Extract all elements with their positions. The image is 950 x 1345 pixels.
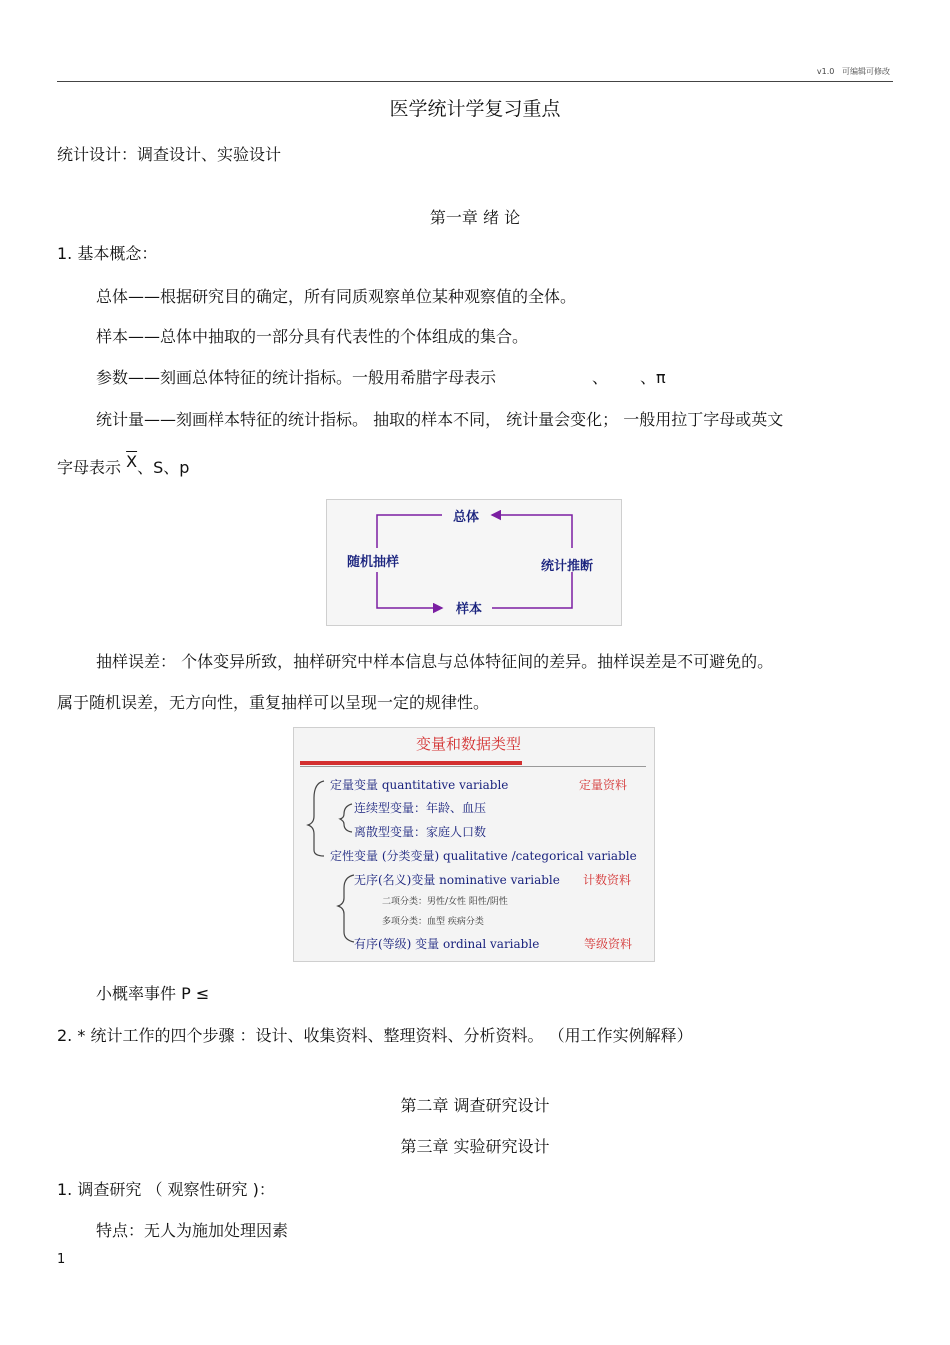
population-def: 总体——根据研究目的确定，所有同质观察单位某种观察值的全体。 bbox=[96, 287, 577, 306]
header-note bbox=[817, 66, 890, 77]
brace-quant bbox=[340, 804, 352, 832]
statistic-def-line2 bbox=[57, 452, 190, 478]
figure2-title: 变量和数据类型 bbox=[416, 735, 522, 753]
header-divider bbox=[57, 81, 893, 82]
diagram-sample: 样本 bbox=[456, 602, 483, 617]
sampling-error-line2: 属于随机误差，无方向性，重复抽样可以呈现一定的规律性。 bbox=[57, 693, 490, 712]
statistic-def-line1: 统计量——刻画样本特征的统计指标。 抽取的样本不同， 统计量会变化； 一般用拉丁字母或英文 bbox=[96, 410, 784, 429]
variable-types-figure bbox=[293, 727, 655, 962]
statistic-suffix: 、S、p bbox=[137, 458, 190, 477]
page-number: 1 bbox=[57, 1252, 66, 1267]
chapter1-heading: 第一章 绪 论 bbox=[429, 208, 521, 227]
qualitative-variable: 定性变量 (分类变量) qualitative /categorical variable bbox=[330, 849, 637, 863]
nominal-tag: 计数资料 bbox=[583, 873, 632, 887]
multi-classification: 多项分类：血型 疾病分类 bbox=[382, 917, 484, 927]
continuous-variable: 连续型变量：年龄、血压 bbox=[354, 801, 487, 815]
ordinal-variable: 有序(等级) 变量 ordinal variable bbox=[354, 937, 540, 951]
item1-label: 1. 基本概念： bbox=[57, 244, 158, 263]
editable-label: 可编辑可修改 bbox=[842, 67, 890, 76]
ordinal-tag: 等级资料 bbox=[584, 937, 633, 951]
chapter3-heading: 第三章 实验研究设计 bbox=[400, 1137, 550, 1156]
brace-main bbox=[308, 781, 324, 856]
diagram-statistical-inference: 统计推断 bbox=[541, 559, 594, 574]
item2-four-steps: 2. * 统计工作的四个步骤 ：设计、收集资料、整理资料、分析资料。 （用工作实例解释） bbox=[57, 1026, 693, 1045]
x-bar-symbol: $\overline{X}$ bbox=[126, 452, 138, 471]
quantitative-variable: 定量变量 quantitative variable bbox=[330, 778, 509, 792]
chapter2-heading: 第二章 调查研究设计 bbox=[400, 1096, 550, 1115]
arrow-left-top bbox=[377, 515, 442, 548]
discrete-variable: 离散型变量：家庭人口数 bbox=[354, 825, 487, 839]
statistic-prefix: 字母表示 bbox=[57, 458, 122, 477]
parameter-sep2: 、π bbox=[640, 368, 666, 387]
small-probability-event: 小概率事件 P ≤ bbox=[96, 984, 210, 1003]
quantitative-tag: 定量资料 bbox=[579, 778, 628, 792]
binary-classification: 二项分类：男性/女性 阳性/阴性 bbox=[382, 897, 508, 907]
arrow-right-bottom bbox=[492, 572, 572, 608]
page-title: 医学统计学复习重点 bbox=[389, 98, 561, 120]
version-label: v1.0 bbox=[816, 67, 835, 76]
diagram-random-sampling: 随机抽样 bbox=[347, 555, 400, 570]
sample-def: 样本——总体中抽取的一部分具有代表性的个体组成的集合。 bbox=[96, 327, 529, 346]
diagram-population: 总体 bbox=[453, 510, 480, 525]
survey-feature: 特点：无人为施加处理因素 bbox=[96, 1221, 289, 1240]
sampling-error-line1: 抽样误差： 个体变异所致，抽样研究中样本信息与总体特征间的差异。抽样误差是不可避免的。 bbox=[96, 652, 774, 671]
parameter-sep1: 、 bbox=[592, 368, 609, 387]
brace-qual bbox=[338, 875, 354, 942]
arrow-left-bottom bbox=[377, 572, 442, 608]
sampling-inference-diagram bbox=[326, 499, 622, 626]
nominal-variable: 无序(名义)变量 nominative variable bbox=[354, 873, 560, 887]
parameter-def: 参数——刻画总体特征的统计指标。一般用希腊字母表示 bbox=[96, 368, 497, 387]
design-line: 统计设计：调查设计、实验设计 bbox=[57, 145, 282, 164]
survey-research-label: 1. 调查研究 （ 观察性研究 )： bbox=[57, 1180, 275, 1199]
arrow-right-top bbox=[492, 515, 572, 548]
